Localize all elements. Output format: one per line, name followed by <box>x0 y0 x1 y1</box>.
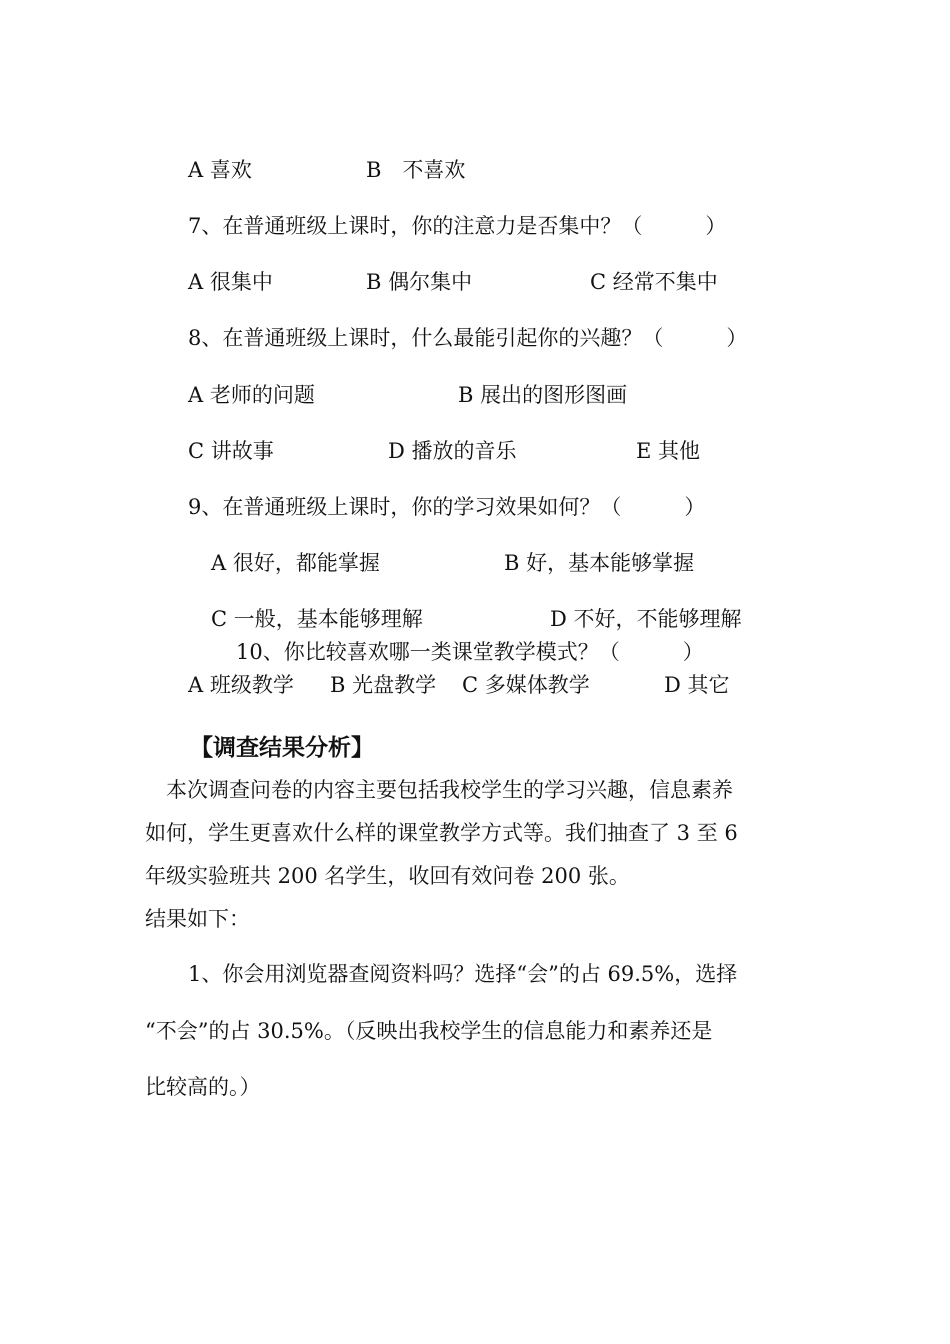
q6-option-b: B 不喜欢 <box>366 158 466 182</box>
q9-option-b: B 好，基本能够掌握 <box>504 551 695 575</box>
q10-question: 10、你比较喜欢哪一类课堂教学模式？（ ） <box>236 640 704 664</box>
q7-question: 7、在普通班级上课时，你的注意力是否集中？（ ） <box>188 214 727 238</box>
q8-option-d: D 播放的音乐 <box>388 439 517 463</box>
q7-option-c: C 经常不集中 <box>590 270 718 294</box>
q8-option-c: C 讲故事 <box>188 439 274 463</box>
q10-option-b: B 光盘教学 <box>330 673 437 697</box>
q7-option-a: A 很集中 <box>188 270 273 294</box>
result1-line-1: 1、你会用浏览器查阅资料吗？选择“会”的占 69.5%，选择 <box>188 962 738 986</box>
results-label: 结果如下： <box>145 907 250 931</box>
q9-option-c: C 一般，基本能够理解 <box>211 607 423 631</box>
q10-option-a: A 班级教学 <box>188 673 294 697</box>
analysis-heading: 【调查结果分析】 <box>190 735 374 761</box>
intro-line-3: 年级实验班共 200 名学生，收回有效问卷 200 张。 <box>145 864 630 888</box>
q8-option-b: B 展出的图形图画 <box>458 383 628 407</box>
result1-line-2: “不会”的占 30.5%。（反映出我校学生的信息能力和素养还是 <box>145 1019 713 1043</box>
q8-question: 8、在普通班级上课时，什么最能引起你的兴趣？（ ） <box>188 326 748 350</box>
intro-line-2: 如何，学生更喜欢什么样的课堂教学方式等。我们抽查了 3 至 6 <box>145 821 738 845</box>
q9-question: 9、在普通班级上课时，你的学习效果如何？（ ） <box>188 495 706 519</box>
result1-line-3: 比较高的。） <box>145 1075 261 1099</box>
q7-option-b: B 偶尔集中 <box>366 270 473 294</box>
q6-option-a: A 喜欢 <box>188 158 252 182</box>
q10-option-d: D 其它 <box>664 673 730 697</box>
q9-option-a: A 很好，都能掌握 <box>211 551 380 575</box>
q10-option-c: C 多媒体教学 <box>462 673 590 697</box>
q9-option-d: D 不好，不能够理解 <box>550 607 742 631</box>
q8-option-e: E 其他 <box>636 439 701 463</box>
intro-line-1: 本次调查问卷的内容主要包括我校学生的学习兴趣，信息素养 <box>166 778 733 802</box>
q8-option-a: A 老师的问题 <box>188 383 315 407</box>
